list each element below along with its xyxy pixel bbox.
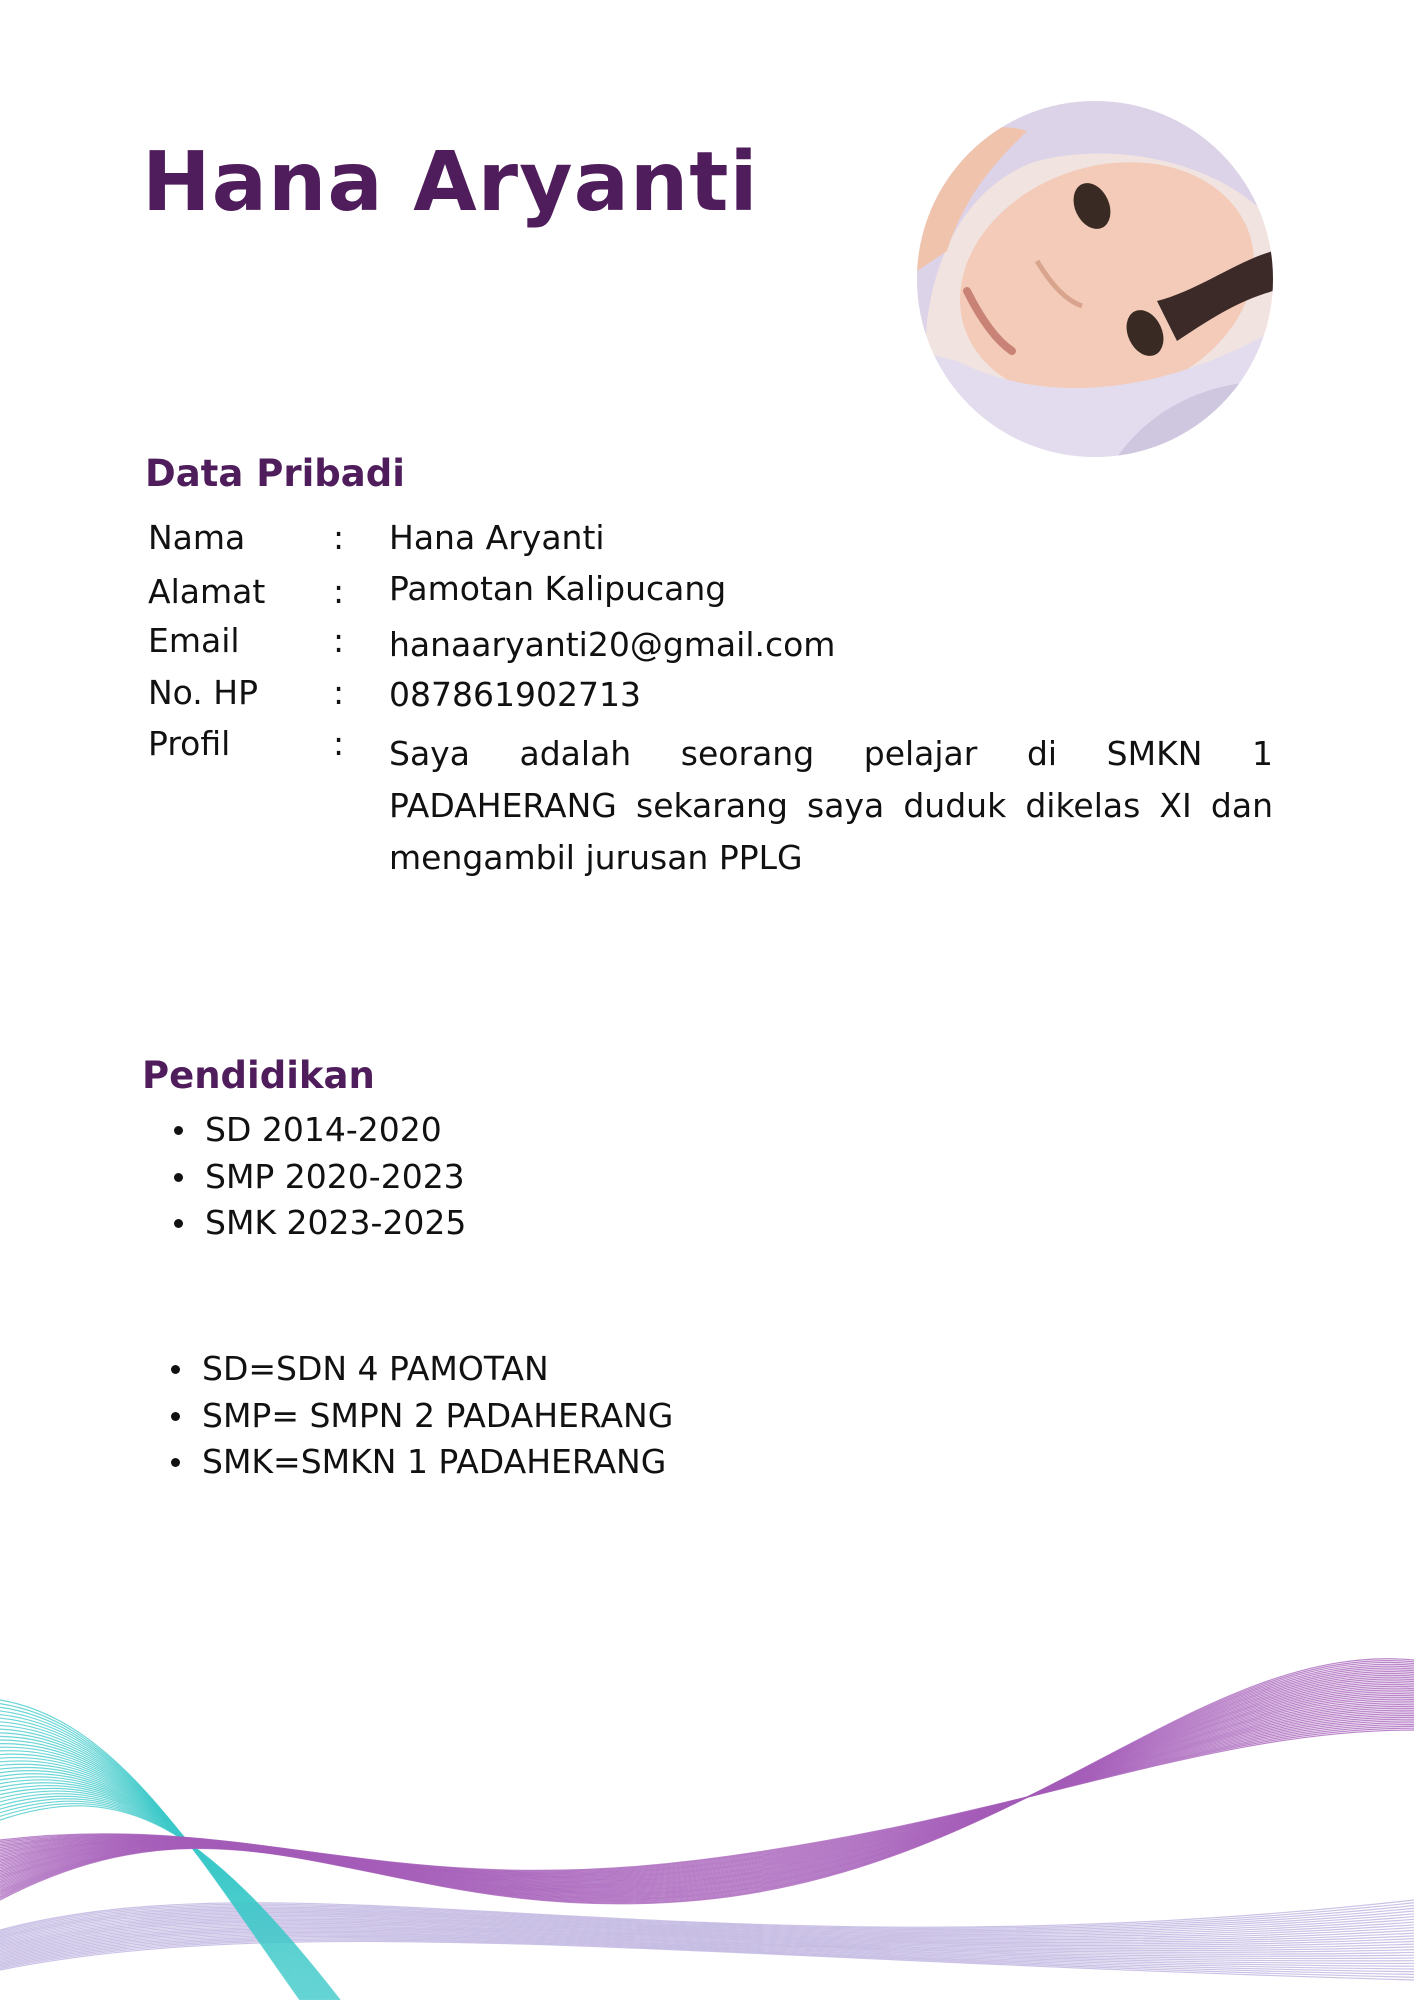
info-value: 087861902713 <box>389 675 641 714</box>
list-item: SMK 2023-2025 <box>148 1200 466 1247</box>
list-item: SMP= SMPN 2 PADAHERANG <box>145 1393 673 1440</box>
list-item: SD=SDN 4 PAMOTAN <box>145 1346 673 1393</box>
info-colon: : <box>333 518 345 557</box>
info-label: No. HP <box>148 673 258 712</box>
page-title: Hana Aryanti <box>142 135 759 230</box>
info-label: Alamat <box>148 572 266 611</box>
education-years-list <box>148 1107 466 1247</box>
info-value: Pamotan Kalipucang <box>389 569 727 608</box>
info-label: Profil <box>148 724 231 763</box>
info-colon: : <box>333 724 345 763</box>
info-label: Nama <box>148 518 246 557</box>
profil-text: Saya adalah seorang pelajar di SMKN 1 PADAHERANG sekarang saya duduk dikelas XI dan mengambil jurusan PPLG <box>389 734 1273 877</box>
wave-lines-lavender <box>0 1900 1414 1980</box>
info-colon: : <box>333 673 345 712</box>
education-schools-list <box>145 1346 673 1486</box>
decorative-waves <box>0 1600 1414 2000</box>
info-label: Email <box>148 621 240 660</box>
profile-photo <box>917 101 1273 457</box>
info-value: Hana Aryanti <box>389 518 605 557</box>
list-item: SMK=SMKN 1 PADAHERANG <box>145 1439 673 1486</box>
list-item: SD 2014-2020 <box>148 1107 466 1154</box>
info-value: hanaaryanti20@gmail.com <box>389 625 836 664</box>
info-colon: : <box>333 621 345 660</box>
section-title-data-pribadi: Data Pribadi <box>145 452 405 495</box>
section-title-pendidikan: Pendidikan <box>142 1054 375 1097</box>
list-item: SMP 2020-2023 <box>148 1154 466 1201</box>
info-colon: : <box>333 572 345 611</box>
